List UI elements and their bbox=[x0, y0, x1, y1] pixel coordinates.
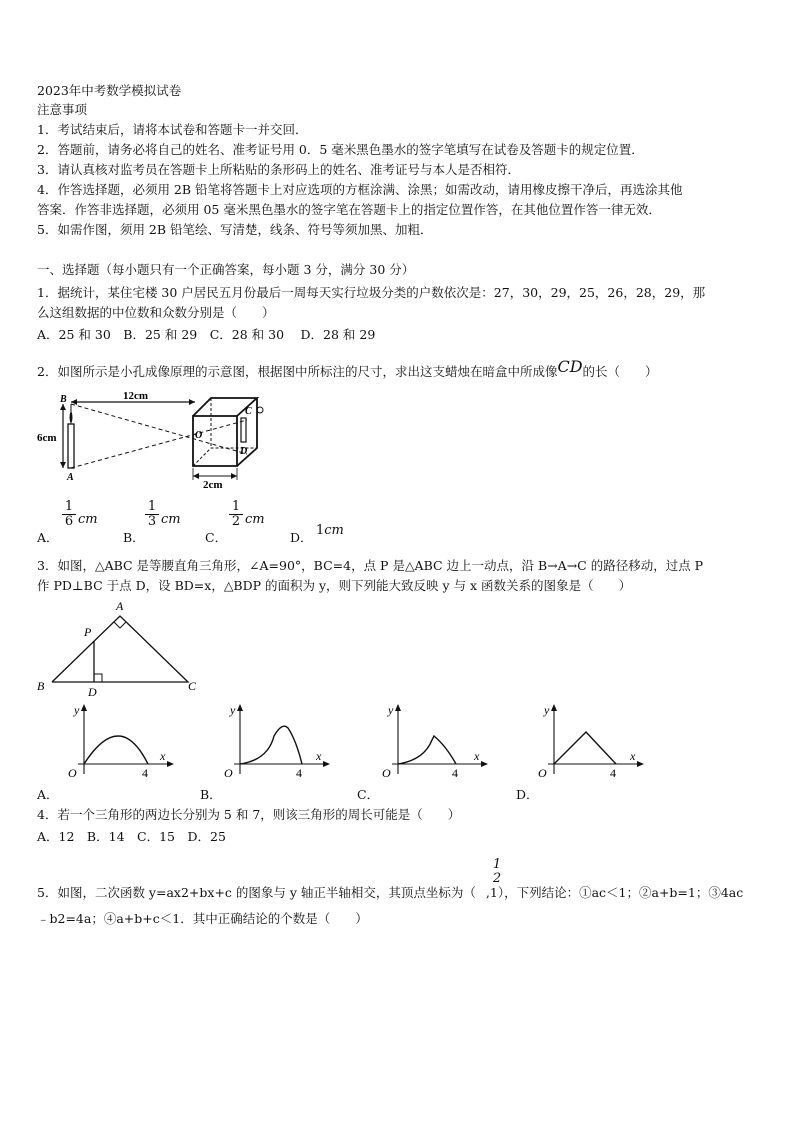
q2-option-d-unit: cm bbox=[324, 523, 344, 538]
axis-x: x bbox=[316, 749, 322, 763]
q2-stem: 2．如图所示是小孔成像原理的示意图，根据图中所标注的尺寸，求出这支蜡烛在暗盒中所成像 bbox=[37, 364, 558, 379]
pinhole-figure bbox=[35, 388, 275, 498]
frac-num: 1 bbox=[64, 499, 74, 514]
label-d: D bbox=[88, 685, 97, 698]
label-a: A bbox=[116, 599, 124, 613]
origin: O bbox=[68, 766, 77, 780]
axis-y: y bbox=[544, 703, 550, 717]
origin: O bbox=[382, 766, 391, 780]
dark-box bbox=[193, 398, 263, 466]
q2-option-c-frac bbox=[229, 500, 243, 529]
tick-4: 4 bbox=[610, 766, 616, 780]
q2-option-d-letter: D． bbox=[290, 530, 313, 545]
q5-vertex-frac bbox=[490, 858, 504, 886]
label-o: O bbox=[195, 430, 203, 441]
q2-option-b-unit: cm bbox=[161, 512, 181, 527]
q2-option-a-frac bbox=[62, 500, 76, 529]
q5-line1 bbox=[37, 885, 743, 901]
candle bbox=[68, 404, 74, 468]
frac-num: 1 bbox=[147, 499, 157, 514]
q5-line1-a: 5．如图，二次函数 y=ax2+bx+c 的图象与 y 轴正半轴相交，其顶点坐标为（ bbox=[37, 885, 476, 900]
graph-a bbox=[60, 700, 180, 780]
q3-option-c: C． bbox=[357, 787, 380, 802]
frac-den: 3 bbox=[145, 514, 159, 529]
frac-num: 1 bbox=[492, 857, 502, 872]
q2-tail: 的长（ ） bbox=[582, 364, 658, 379]
q2-option-b-letter: B． bbox=[123, 530, 145, 545]
graph-b bbox=[216, 700, 336, 780]
axis-y: y bbox=[230, 703, 236, 717]
notice-4-cont: 答案．作答非选择题，必须用 05 毫米黑色墨水的签字笔在答题卡上的指定位置作答，在其他位置作答一律无效． bbox=[37, 202, 661, 217]
frac-num: 1 bbox=[231, 499, 241, 514]
notice-heading: 注意事项 bbox=[37, 102, 88, 117]
axis-y: y bbox=[74, 703, 80, 717]
q3-option-a: A． bbox=[37, 787, 59, 802]
label-12cm: 12cm bbox=[123, 390, 149, 402]
q2-option-d-whole: 1 bbox=[316, 523, 325, 538]
triangle-figure bbox=[32, 598, 212, 698]
q1-line1: 1．据统计，某住宅楼 30 户居民五月份最后一周每天实行垃圾分类的户数依次是：27，30，29，25，26，28，29，那 bbox=[37, 285, 706, 300]
tick-4: 4 bbox=[142, 766, 148, 780]
q2-option-d-value bbox=[316, 523, 344, 538]
q2-var-cd: CD bbox=[557, 357, 583, 376]
axis-x: x bbox=[160, 749, 166, 763]
q2-option-c-unit: cm bbox=[245, 512, 265, 527]
frac-den: 2 bbox=[229, 514, 243, 529]
axis-y: y bbox=[388, 703, 394, 717]
label-c: C bbox=[245, 406, 252, 417]
axis-x: x bbox=[474, 749, 480, 763]
notice-3: 3．请认真核对监考员在答题卡上所粘贴的条形码上的姓名、准考证号与本人是否相符． bbox=[37, 162, 520, 177]
q4-text: 4．若一个三角形的两边长分别为 5 和 7，则该三角形的周长可能是（ ） bbox=[37, 807, 461, 822]
axis-x: x bbox=[630, 749, 636, 763]
q4-options: A．12 B．14 C．15 D．25 bbox=[37, 829, 226, 844]
origin: O bbox=[224, 766, 233, 780]
label-c: C bbox=[188, 679, 197, 693]
q2-option-a-unit: cm bbox=[78, 512, 98, 527]
tick-4: 4 bbox=[452, 766, 458, 780]
notice-2: 2．答题前，请务必将自己的姓名、准考证号用 0．5 毫米黑色墨水的签字笔填写在试卷及答题卡的规定位置． bbox=[37, 142, 644, 157]
frac-den: 6 bbox=[62, 514, 76, 529]
label-a: A bbox=[67, 472, 74, 483]
q3-option-b: B． bbox=[200, 787, 222, 802]
q5-line2: ﹣b2=4a；④a+b+c＜1．其中正确结论的个数是（ ） bbox=[37, 911, 368, 926]
q5-line1-b: ,1），下列结论：①ac＜1；②a+b=1；③4ac bbox=[485, 885, 744, 900]
label-p: P bbox=[84, 625, 92, 639]
origin: O bbox=[538, 766, 547, 780]
q2-option-c-letter: C． bbox=[205, 530, 228, 545]
exam-title: 2023年中考数学模拟试卷 bbox=[37, 83, 182, 98]
frac-den: 2 bbox=[492, 871, 502, 886]
tick-4: 4 bbox=[296, 766, 302, 780]
label-b: B bbox=[60, 394, 67, 405]
q3-option-d: D． bbox=[516, 787, 539, 802]
q1-options: A．25 和 30 B．25 和 29 C．28 和 30 D．28 和 29 bbox=[37, 327, 376, 342]
q2-option-b-frac bbox=[145, 500, 159, 529]
q3-line1: 3．如图，△ABC 是等腰直角三角形，∠A=90°，BC=4，点 P 是△ABC 边上一动点，沿 B→A→C 的路径移动，过点 P bbox=[37, 558, 704, 573]
q1-line2: 么这组数据的中位数和众数分别是（ ） bbox=[37, 305, 275, 320]
label-d: D bbox=[240, 446, 248, 457]
label-b: B bbox=[37, 679, 45, 693]
notice-5: 5．如需作图，须用 2B 铅笔绘、写清楚，线条、符号等须加黑、加粗． bbox=[37, 222, 433, 237]
q2-option-a-letter: A． bbox=[37, 530, 59, 545]
q3-line2: 作 PD⊥BC 于点 D，设 BD=x，△BDP 的面积为 y，则下列能大致反映 y 与 x 函数关系的图象是（ ） bbox=[37, 578, 632, 593]
notice-1: 1．考试结束后，请将本试卷和答题卡一并交回． bbox=[37, 122, 308, 137]
q2-text bbox=[37, 357, 658, 380]
graph-c bbox=[374, 700, 494, 780]
notice-4: 4．作答选择题，必须用 2B 铅笔将答题卡上对应选项的方框涂满、涂黑；如需改动，请用橡皮擦干净后，再选涂其他 bbox=[37, 182, 683, 197]
label-2cm: 2cm bbox=[203, 479, 223, 491]
label-6cm: 6cm bbox=[37, 432, 57, 444]
section-title: 一、选择题（每小题只有一个正确答案，每小题 3 分，满分 30 分） bbox=[37, 262, 415, 277]
graph-d bbox=[530, 700, 650, 780]
